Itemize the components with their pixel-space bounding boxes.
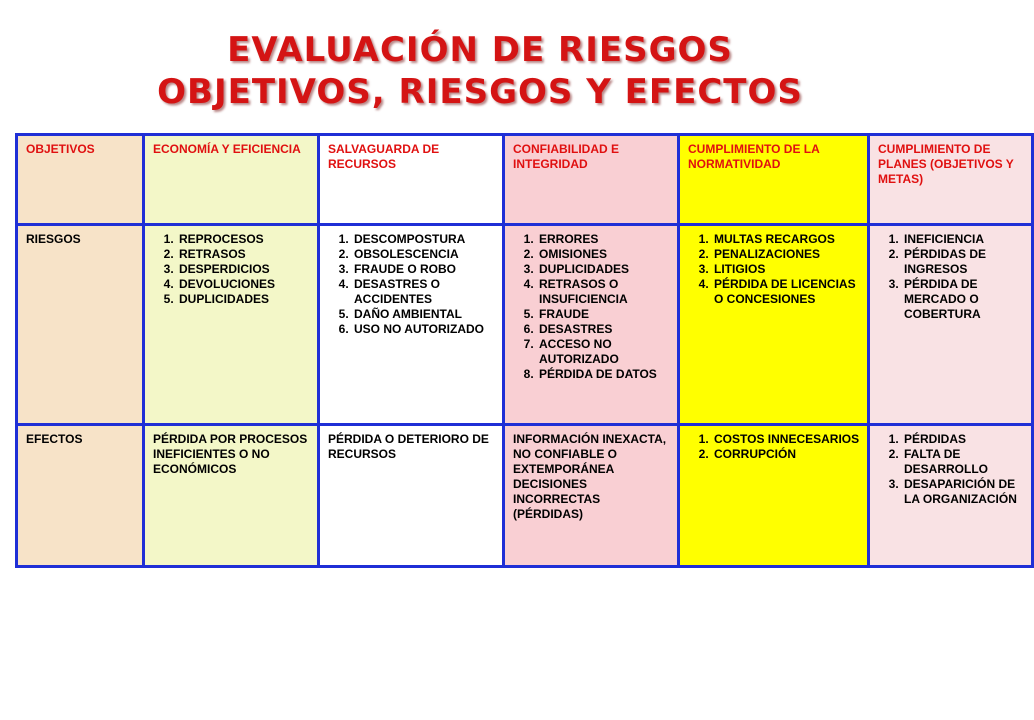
list-item: 1. REPROCESOS xyxy=(177,232,313,247)
list-item: 2. FALTA DE DESARROLLO xyxy=(902,447,1027,477)
efectos-salvaguarda: PÉRDIDA O DETERIORO DE RECURSOS xyxy=(319,425,504,567)
efectos-row xyxy=(17,425,1033,567)
list-item: 3. DUPLICIDADES xyxy=(537,262,673,277)
list-item: 1. COSTOS INNECESARIOS xyxy=(712,432,863,447)
list-item: 2. OMISIONES xyxy=(537,247,673,262)
list-item: 3. LITIGIOS xyxy=(712,262,863,277)
list-item: 2. OBSOLESCENCIA xyxy=(352,247,498,262)
efectos-normatividad-list xyxy=(688,432,863,462)
riesgos-row xyxy=(17,225,1033,425)
riesgos-economia-cell xyxy=(144,225,319,425)
header-confiabilidad-integridad: CONFIABILIDAD E INTEGRIDAD xyxy=(504,135,679,225)
efectos-normatividad-cell xyxy=(679,425,869,567)
list-item: 3. PÉRDIDA DE MERCADO O COBERTURA xyxy=(902,277,1027,322)
list-item: 3. DESAPARICIÓN DE LA ORGANIZACIÓN xyxy=(902,477,1027,507)
risk-evaluation-table xyxy=(15,133,1034,568)
list-item: 4. DEVOLUCIONES xyxy=(177,277,313,292)
riesgos-salvaguarda-list xyxy=(328,232,498,337)
efectos-planes-cell xyxy=(869,425,1033,567)
list-item: 2. PENALIZACIONES xyxy=(712,247,863,262)
header-salvaguarda-recursos: SALVAGUARDA DE RECURSOS xyxy=(319,135,504,225)
list-item: 7. ACCESO NO AUTORIZADO xyxy=(537,337,673,367)
list-item: 5. DUPLICIDADES xyxy=(177,292,313,307)
riesgos-label: RIESGOS xyxy=(17,225,144,425)
page-title-line-2: OBJETIVOS, RIESGOS Y EFECTOS xyxy=(157,72,803,112)
riesgos-planes-cell xyxy=(869,225,1033,425)
efectos-label: EFECTOS xyxy=(17,425,144,567)
page-title-line-1: EVALUACIÓN DE RIESGOS xyxy=(227,30,733,70)
list-item: 2. RETRASOS xyxy=(177,247,313,262)
efectos-planes-list xyxy=(878,432,1027,507)
list-item: 3. DESPERDICIOS xyxy=(177,262,313,277)
riesgos-confiabilidad-cell xyxy=(504,225,679,425)
list-item: 4. DESASTRES O ACCIDENTES xyxy=(352,277,498,307)
objectives-header-row xyxy=(17,135,1033,225)
list-item: 1. PÉRDIDAS xyxy=(902,432,1027,447)
list-item: 1. INEFICIENCIA xyxy=(902,232,1027,247)
header-cumplimiento-planes: CUMPLIMIENTO DE PLANES (OBJETIVOS Y METAS) xyxy=(869,135,1033,225)
list-item: 6. USO NO AUTORIZADO xyxy=(352,322,498,337)
list-item: 6. DESASTRES xyxy=(537,322,673,337)
riesgos-planes-list xyxy=(878,232,1027,322)
list-item: 2. CORRUPCIÓN xyxy=(712,447,863,462)
list-item: 5. FRAUDE xyxy=(537,307,673,322)
list-item: 4. PÉRDIDA DE LICENCIAS O CONCESIONES xyxy=(712,277,863,307)
header-objetivos: OBJETIVOS xyxy=(17,135,144,225)
efectos-confiabilidad: INFORMACIÓN INEXACTA, NO CONFIABLE O EXTEMPORÁNEA DECISIONES INCORRECTAS (PÉRDIDAS) xyxy=(504,425,679,567)
list-item: 5. DAÑO AMBIENTAL xyxy=(352,307,498,322)
riesgos-confiabilidad-list xyxy=(513,232,673,382)
list-item: 1. MULTAS RECARGOS xyxy=(712,232,863,247)
list-item: 8. PÉRDIDA DE DATOS xyxy=(537,367,673,382)
list-item: 4. RETRASOS O INSUFICIENCIA xyxy=(537,277,673,307)
riesgos-economia-list xyxy=(153,232,313,307)
riesgos-normatividad-cell xyxy=(679,225,869,425)
riesgos-normatividad-list xyxy=(688,232,863,307)
riesgos-salvaguarda-cell xyxy=(319,225,504,425)
header-cumplimiento-normatividad: CUMPLIMIENTO DE LA NORMATIVIDAD xyxy=(679,135,869,225)
list-item: 3. FRAUDE O ROBO xyxy=(352,262,498,277)
list-item: 1. DESCOMPOSTURA xyxy=(352,232,498,247)
efectos-economia: PÉRDIDA POR PROCESOS INEFICIENTES O NO ECONÓMICOS xyxy=(144,425,319,567)
list-item: 1. ERRORES xyxy=(537,232,673,247)
header-economia-eficiencia: ECONOMÍA Y EFICIENCIA xyxy=(144,135,319,225)
list-item: 2. PÉRDIDAS DE INGRESOS xyxy=(902,247,1027,277)
